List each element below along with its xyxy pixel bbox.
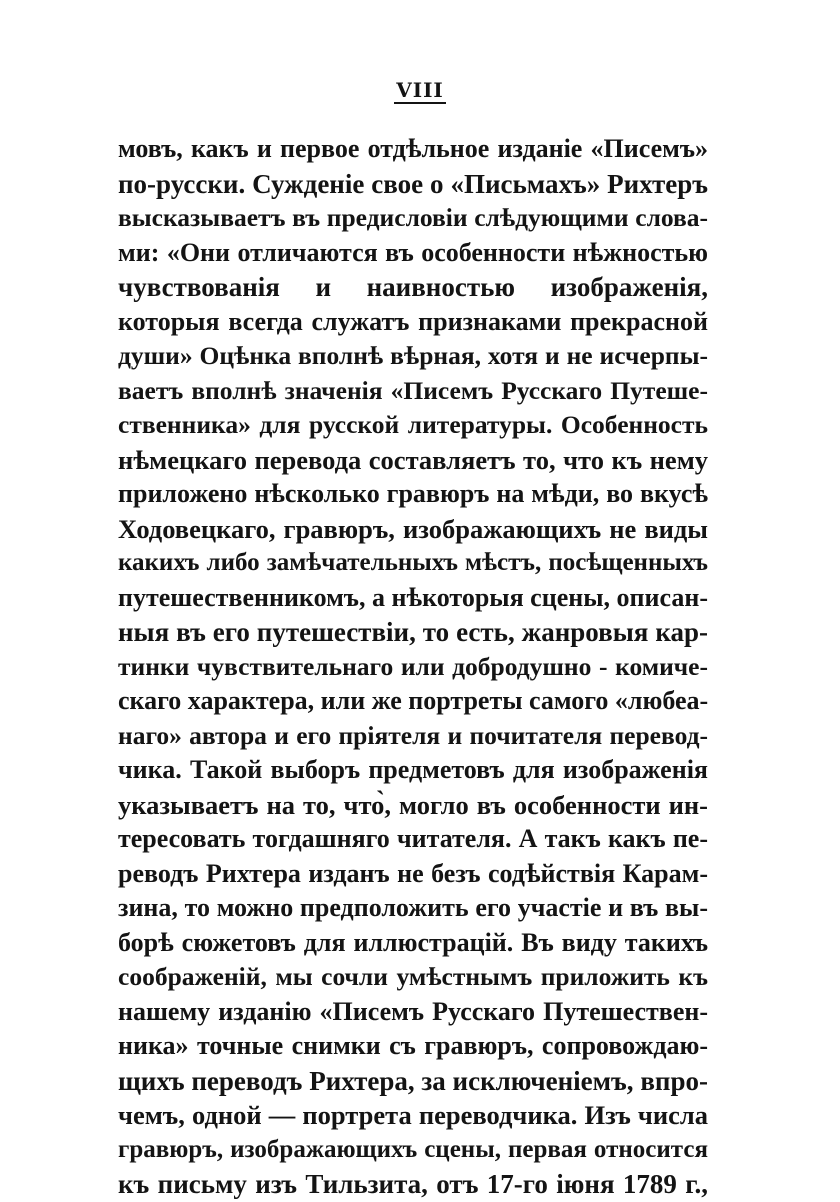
text-line: высказываетъ въ предисловіи слѣдующими слова- <box>118 203 708 232</box>
text-line: тинки чувствительнаго или добродушно - комиче- <box>118 651 708 681</box>
text-line: ми: «Они отличаются въ особенности нѣжностью <box>118 237 708 267</box>
text-line: наго» автора и его пріятеля и почитателя перевод- <box>118 720 708 750</box>
text-line: ваетъ вполнѣ значенія «Писемъ Русскаго Путеше- <box>118 375 708 405</box>
text-line: реводъ Рихтера изданъ не безъ содѣйствія Карам- <box>118 858 708 888</box>
page-text <box>118 132 708 1202</box>
page-number-label: VIII <box>396 78 444 102</box>
text-line: щихъ переводъ Рихтера, за исключеніемъ, впро- <box>118 1065 708 1096</box>
text-line: путешественникомъ, а нѣкоторыя сцены, описан- <box>118 582 708 612</box>
text-line: нѣмецкаго перевода составляетъ то, что къ нему <box>118 444 708 475</box>
text-line: ныя въ его путешествіи, то есть, жанровыя кар- <box>118 617 708 647</box>
text-line: указываетъ на то, что̀, могло въ особенности ин- <box>118 789 708 820</box>
text-line: тересовать тогдашняго читателя. А такъ какъ пе- <box>118 824 708 853</box>
text-line: которыя всегда служатъ признаками прекрасной <box>118 306 708 336</box>
text-line: приложено нѣсколько гравюръ на мѣди, во вкусѣ <box>118 479 708 508</box>
text-line: ника» точные снимки съ гравюръ, сопровождаю- <box>118 1031 708 1060</box>
text-line: какихъ либо замѣчательныхъ мѣстъ, посѣщенныхъ <box>118 549 708 576</box>
text-line: Ходовецкаго, гравюръ, изображающихъ не виды <box>118 513 708 544</box>
text-line: борѣ сюжетовъ для иллюстрацій. Въ виду такихъ <box>118 927 708 957</box>
text-line: чувствованія и наивностью изображенія, <box>118 272 708 302</box>
text-line: зина, то можно предположить его участіе и въ вы- <box>118 893 708 922</box>
text-line: къ письму изъ Тильзита, отъ 17-го іюня 1789 г., <box>118 1169 708 1199</box>
text-line: по-русски. Сужденіе свое о «Письмахъ» Рихтеръ <box>118 168 708 199</box>
text-line: чика. Такой выборъ предметовъ для изображенія <box>118 755 708 784</box>
text-line: мовъ, какъ и первое отдѣльное изданіе «Писемъ» <box>118 134 708 163</box>
text-line: ственника» для русской литературы. Особенность <box>118 410 708 439</box>
text-line: гравюръ, изображающихъ сцены, первая относится <box>118 1135 708 1163</box>
text-line: души» Оцѣнка вполнѣ вѣрная, хотя и не исчерпы- <box>118 341 708 370</box>
text-line: чемъ, одной — портрета переводчика. Изъ числа <box>118 1100 708 1130</box>
text-line: соображеній, мы сочли умѣстнымъ приложить къ <box>118 962 708 991</box>
text-line: нашему изданію «Писемъ Русскаго Путешествен- <box>118 996 708 1026</box>
page-number <box>0 78 840 104</box>
text-line: скаго характера, или же портреты самого «любеа- <box>118 686 708 715</box>
